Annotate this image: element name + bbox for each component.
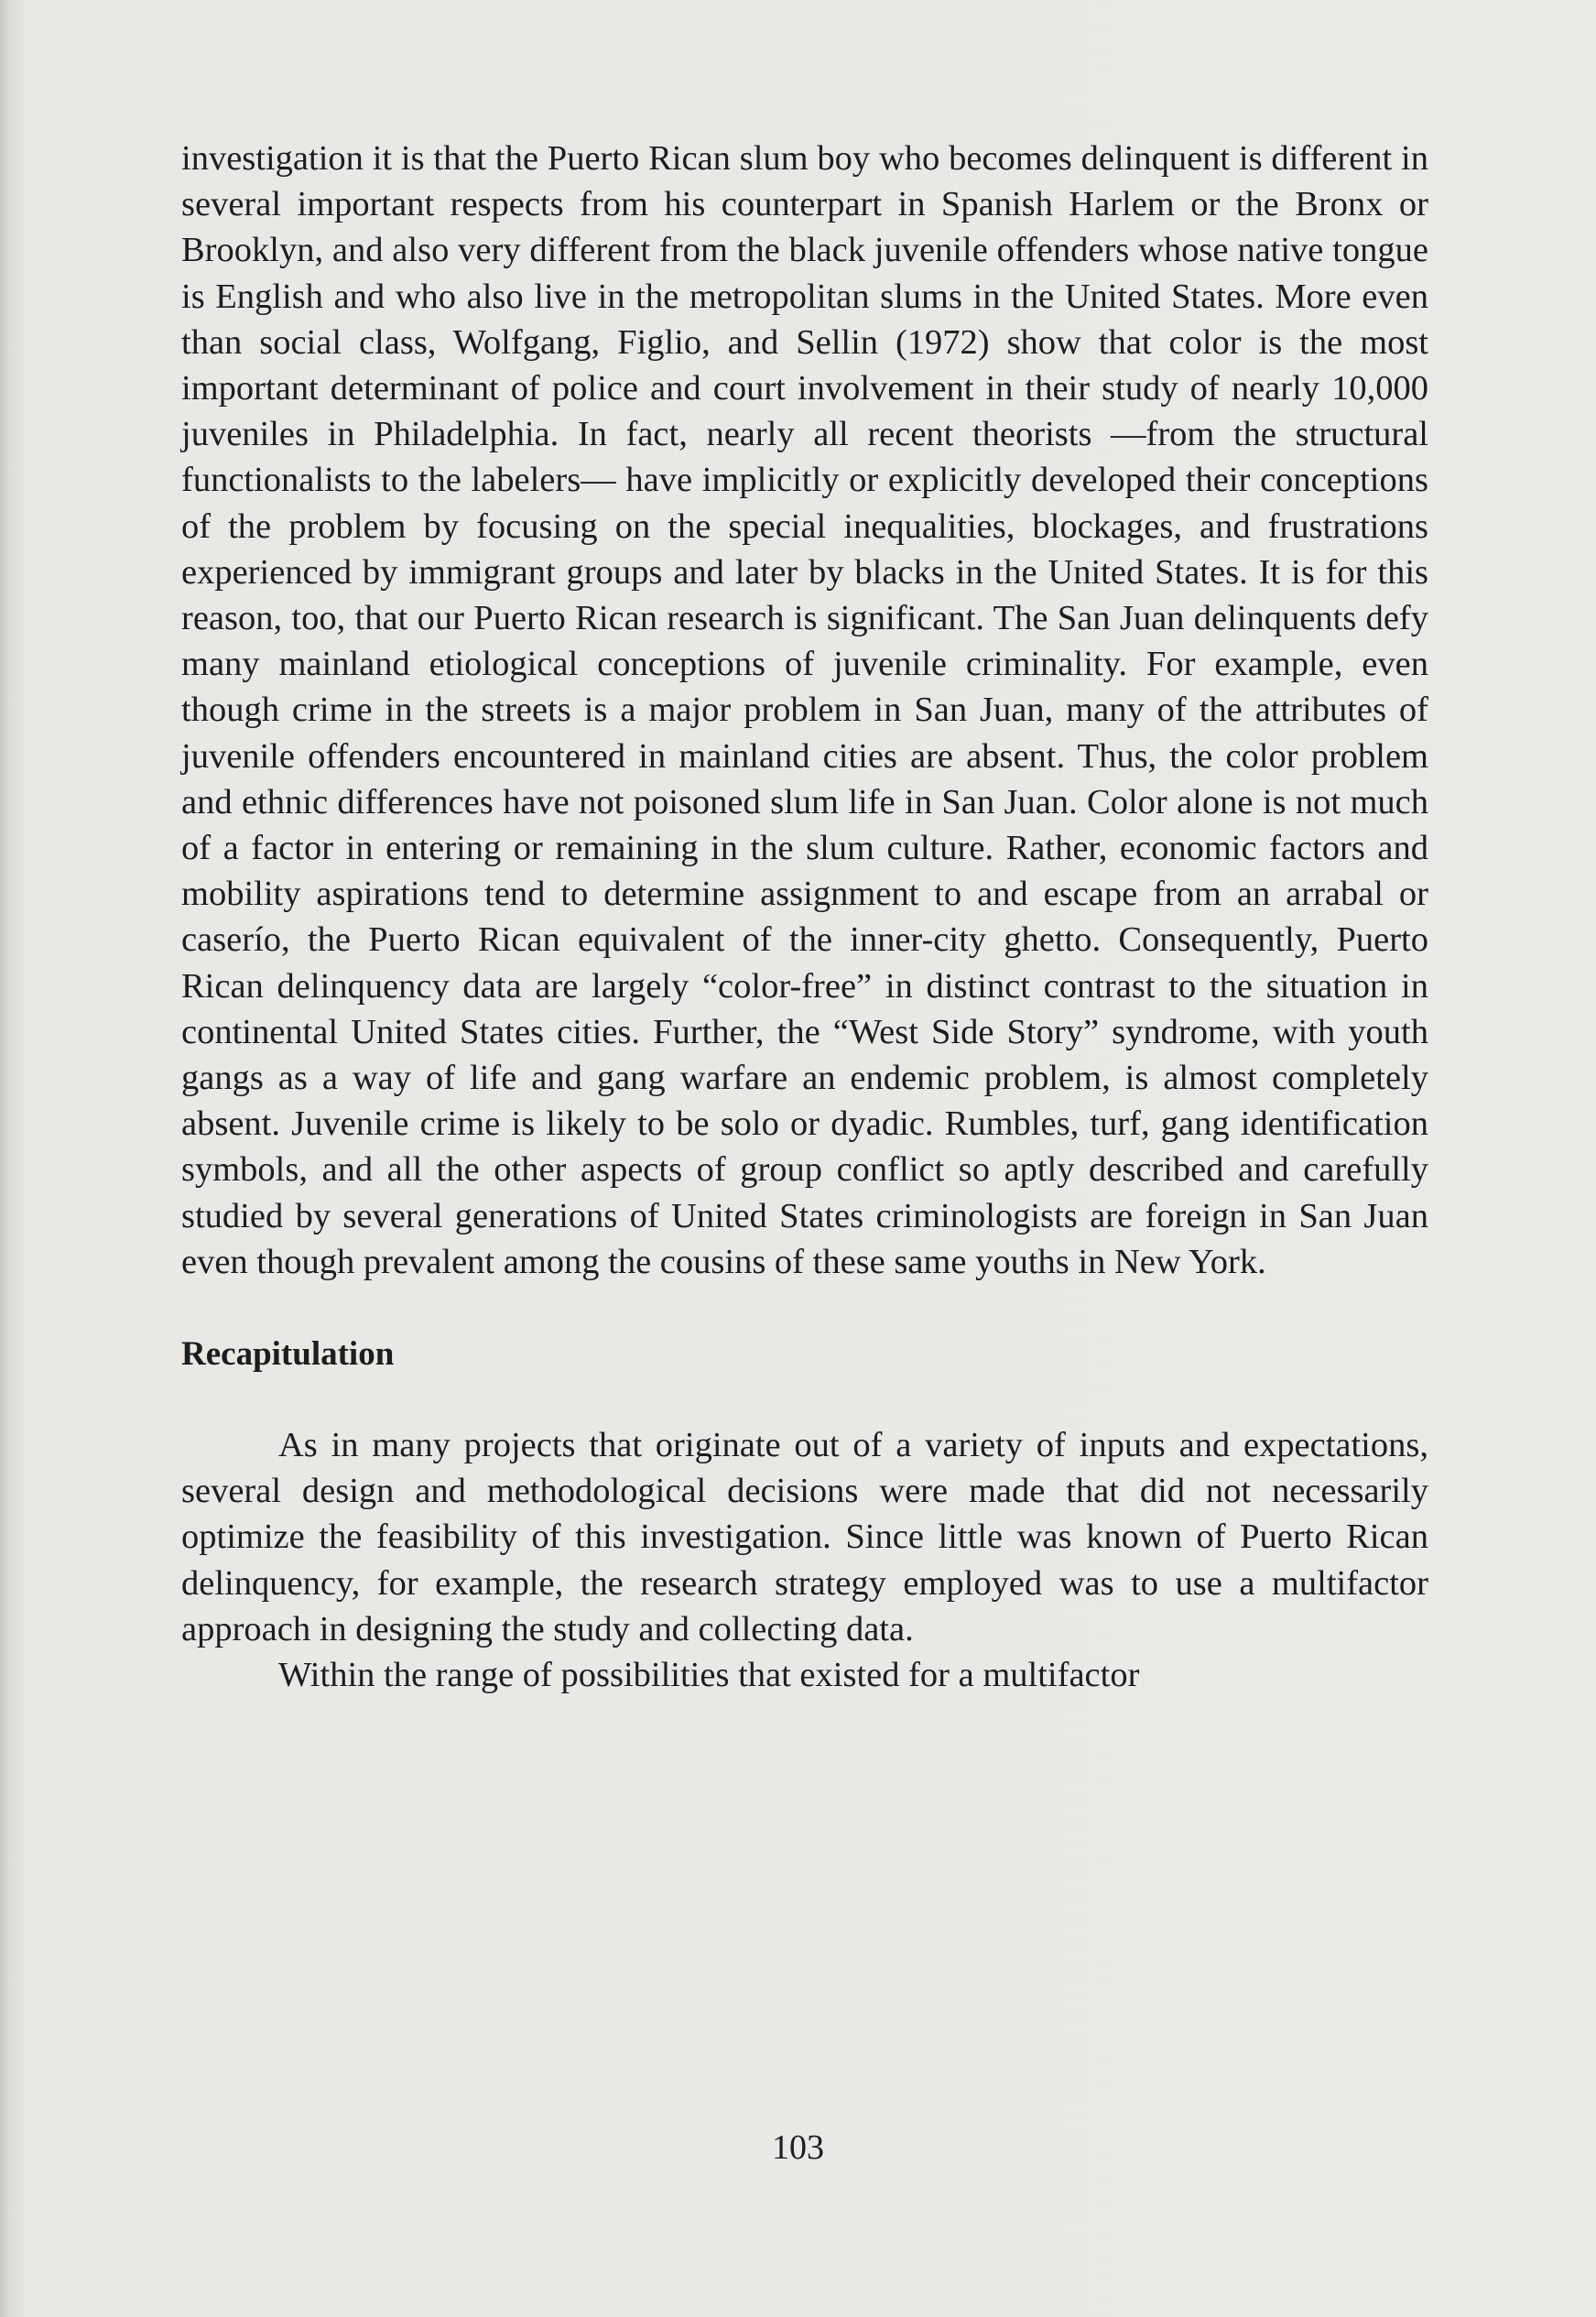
paragraph-continued: investigation it is that the Puerto Rican slum boy who becomes delinquent is different in several important respects from his counterpart in Spanish Harlem or the Bronx or Brooklyn, and also very different from the black juvenile offenders whose native tongue is English and who also live in the metropolitan slums in the United States. More even than social class, Wolfgang, Figlio, and Sellin (1972) show that color is the most important determinant of police and court involvement in their study of nearly 10,000 juveniles in Philadelphia. In fact, nearly all recent theorists —from the structural functionalists to the labelers— have implicitly or explicitly developed their conceptions of the problem by focusing on the special inequalities, blockages, and frustrations experienced by immigrant groups and later by blacks in the United States. It is for this reason, too, that our Puerto Rican research is significant. The San Juan delinquents defy many mainland etiological conceptions of juvenile criminality. For example, even though crime in the streets is a major problem in San Juan, many of the attributes of juvenile offenders encountered in mainland cities are absent. Thus, the color problem and ethnic differences have not poisoned slum life in San Juan. Color alone is not much of a factor in entering or remaining in the slum culture. Rather, economic factors and mobility aspirations tend to determine assignment to and escape from an arrabal or caserío, the Puerto Rican equivalent of the inner-city ghetto. Consequently, Puerto Rican delinquency data are largely “color-free” in distinct contrast to the situation in continental United States cities. Further, the “West Side Story” syndrome, with youth gangs as a way of life and gang warfare an endemic problem, is almost completely absent. Juvenile crime is likely to be solo or dyadic. Rumbles, turf, gang identification symbols, and all the other aspects of group conflict so aptly described and carefully studied by several generations of United States criminologists are foreign in San Juan even though prevalent among the cousins of these same youths in New York.: [181, 139, 1428, 1281]
page-number: 103: [772, 2128, 824, 2167]
paragraph: Within the range of possibilities that existed for a multifactor: [278, 1656, 1140, 1695]
body-text: [181, 136, 1428, 1698]
section-heading: Recapitulation: [181, 1335, 395, 1374]
paragraph: As in many projects that originate out of a variety of inputs and expectations, several design and methodological decisions were made that did not necessarily optimize the feasibility of this investigation. Since little was known of Puerto Rican delinquency, for example, the research strategy employed was to use a multifactor approach in designing the study and collecting data.: [181, 1426, 1428, 1648]
